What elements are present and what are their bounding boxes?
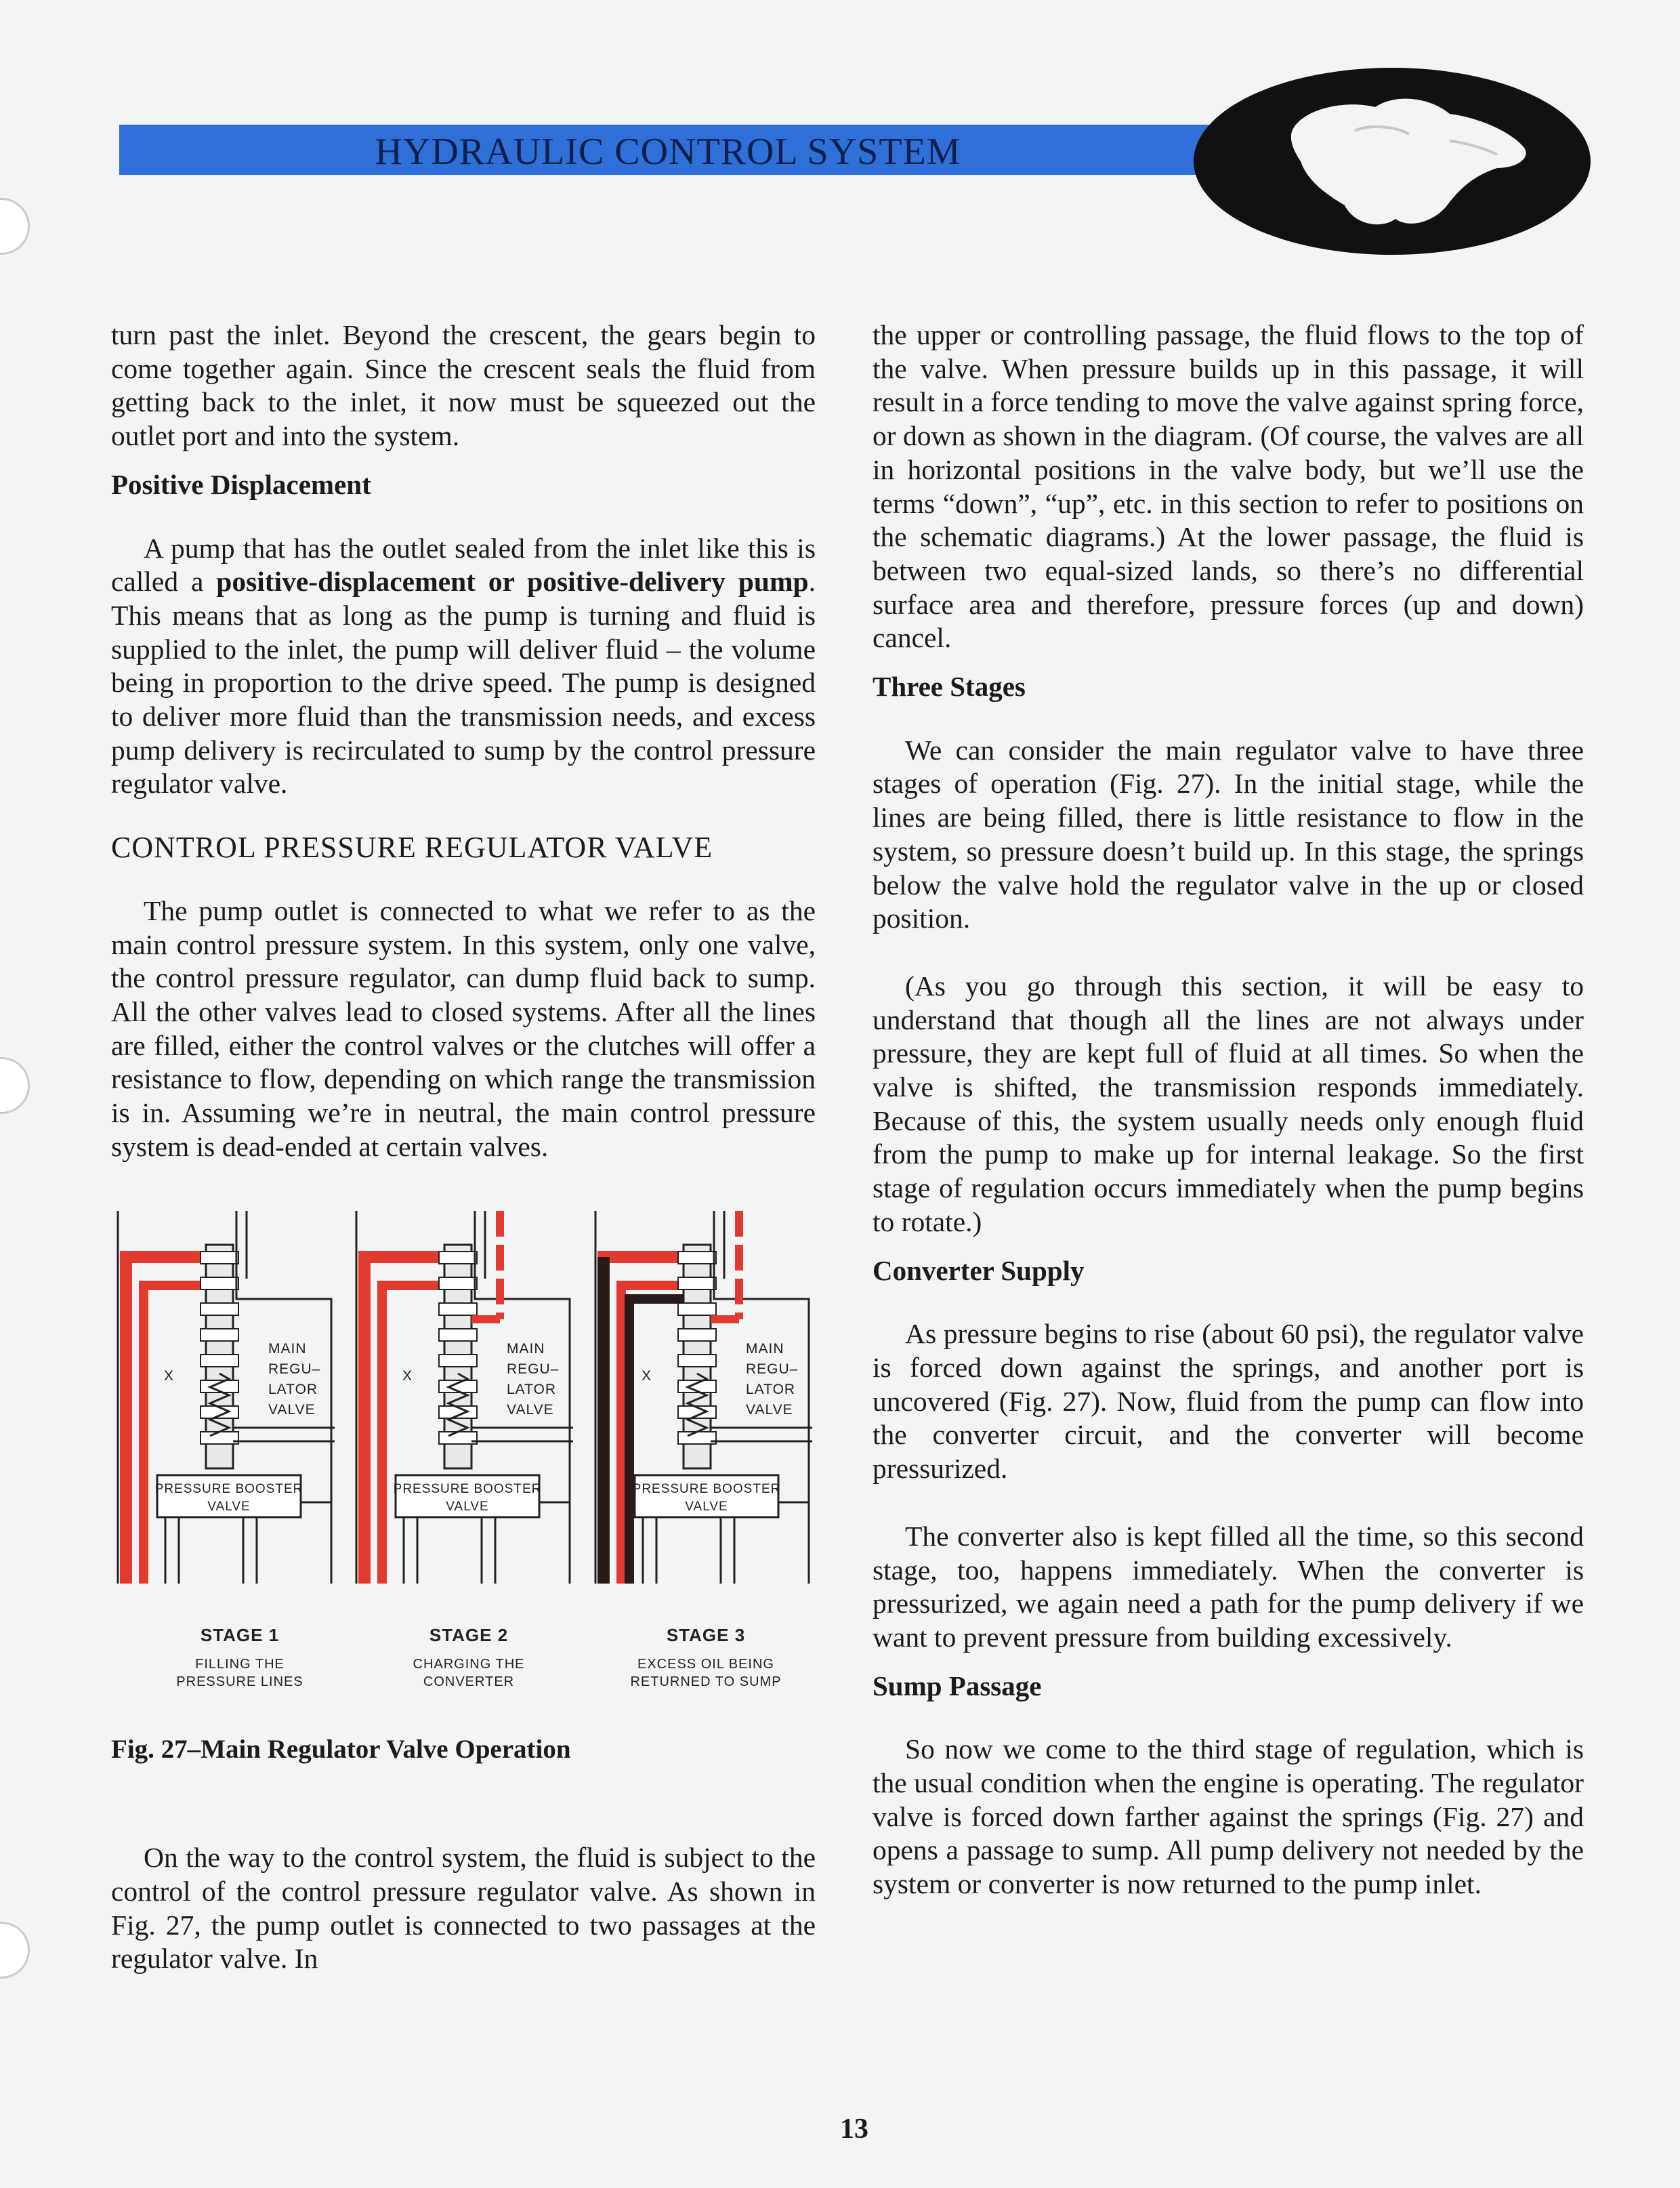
stage-1-sub-line-2: PRESSURE LINES <box>176 1674 303 1690</box>
stage-3-valve-land <box>678 1355 716 1367</box>
stage-2-valve-land <box>439 1329 477 1341</box>
header-banner <box>119 125 1217 175</box>
heading-converter-supply: Converter Supply <box>873 1254 1085 1286</box>
stage-1-valve-land <box>201 1355 238 1367</box>
binder-hole-top <box>0 198 30 255</box>
stage-2-valve-land <box>439 1277 477 1289</box>
figure-caption: Fig. 27–Main Regulator Valve Operation <box>111 1735 571 1764</box>
stage-1-valve-label-lator: LATOR <box>268 1382 318 1398</box>
left-column <box>111 318 816 1976</box>
right-paragraph-1: the upper or controlling passage, the fluid flows to the top of the valve. When pressure builds up in this passage, it will result in a force tending to move the valve against spring force, or down as shown in the diagram. (Of course, the valves are all in horizontal positions in the valve body, but we’ll use the terms “down”, “up”, etc. in this section to refer to positions on the schematic diagrams.) At the lower passage, the fluid is between two equal-sized lands, so there’s no differential surface area and therefore, pressure forces (up and down) cancel. <box>873 319 1584 654</box>
paragraph-text: . This means that as long as the pump is turning and fluid is supplied to the inlet, the pump will deliver fluid – the volume being in proportion to the drive speed. The pump is designed to deliver more fluid than the transmission needs, and excess pump delivery is recirculated to sump by the control pressure regulator valve. <box>111 566 816 800</box>
heading-positive-displacement: Positive Displacement <box>111 468 371 500</box>
stage-2-valve-label-main: MAIN <box>507 1341 545 1357</box>
stage-1-title: STAGE 1 <box>200 1625 280 1646</box>
stage-2-valve-land <box>439 1355 477 1367</box>
right-column <box>873 318 1584 1901</box>
heading-three-stages: Three Stages <box>873 671 1026 703</box>
heading-sump-passage: Sump Passage <box>873 1670 1042 1701</box>
stage-2-sub-line-1: CHARGING THE <box>413 1657 525 1672</box>
stage-1-booster-label-2: VALVE <box>207 1500 251 1514</box>
stage-2-booster-label-1: PRESSURE BOOSTER <box>393 1482 542 1497</box>
stage-1-x-mark: X <box>164 1368 175 1384</box>
regulator-valve-schematic <box>111 1204 816 1617</box>
stage-1-valve-land <box>201 1252 238 1264</box>
stage-3-title: STAGE 3 <box>666 1625 746 1646</box>
stage-3-valve-land <box>678 1303 716 1315</box>
stage-1-booster-label-1: PRESSURE BOOSTER <box>154 1482 303 1497</box>
stage-3-sub-line-1: EXCESS OIL BEING <box>637 1657 774 1672</box>
paragraph-text: A pump that has the outlet sealed from the inlet like this is called a <box>111 532 816 598</box>
stage-3-booster-label-2: VALVE <box>685 1500 728 1514</box>
stage-1-valve-label-regu: REGU– <box>268 1361 321 1378</box>
stage-3-valve-label-lator: LATOR <box>746 1382 796 1398</box>
stage-2-x-mark: X <box>402 1368 413 1384</box>
stage-3-x-mark: X <box>642 1368 652 1384</box>
page-number: 13 <box>840 2113 868 2145</box>
stage-3-booster-label-1: PRESSURE BOOSTER <box>632 1482 781 1497</box>
stage-2-upper-passage <box>475 1211 570 1319</box>
stage-1-valve-land <box>201 1303 238 1315</box>
stage-1-valve-land <box>201 1329 238 1341</box>
stage-1-sub-line-1: FILLING THE <box>195 1657 285 1672</box>
bold-term: positive-displacement or positive-delivery pump <box>216 566 809 598</box>
stage-1-valve-land <box>201 1277 238 1289</box>
stage-2-booster-label-2: VALVE <box>446 1500 489 1514</box>
stage-3-valve-land <box>678 1277 716 1289</box>
left-paragraph-3: The pump outlet is connected to what we refer to as the main control pressure system. In this system, only one valve, the control pressure regulator, can dump fluid back to sump. All the other valves lead to closed systems. After all the lines are filled, either the control valves or the clutches will offer a resistance to flow, depending on which range the transmission is in. Assuming we’re in neutral, the main control pressure system is dead-ended at certain valves. <box>111 894 816 1162</box>
stage-1-subtitle <box>138 1655 341 1691</box>
binder-hole-bottom <box>0 1922 30 1979</box>
stage-2-subtitle <box>367 1655 570 1691</box>
heading-control-pressure-regulator: CONTROL PRESSURE REGULATOR VALVE <box>111 831 713 865</box>
left-paragraph-1: turn past the inlet. Beyond the crescent, the gears begin to come together again. Since the crescent seals the fluid from getting back to the inlet, it now must be squeezed out the outlet port and into the system. <box>111 319 816 452</box>
right-paragraph-4: As pressure begins to rise (about 60 psi), the regulator valve is forced down against the springs, and another port is uncovered (Fig. 27). Now, fluid from the pump can flow into the converter circuit, and the converter will become pressurized. <box>873 1318 1584 1485</box>
stage-2-valve-land <box>439 1252 477 1264</box>
stage-3-valve-land <box>678 1432 716 1444</box>
stage-2-sub-line-2: CONVERTER <box>423 1674 515 1690</box>
transmission-silhouette-icon <box>1192 66 1592 256</box>
right-paragraph-5: The converter also is kept filled all the time, so this second stage, too, happens immediately. When the converter is pressurized, we again need a path for the pump delivery if we want to prevent pressure from building excessively. <box>873 1520 1584 1653</box>
left-paragraph-4: On the way to the control system, the fluid is subject to the control of the control pressure regulator valve. As shown in Fig. 27, the pump outlet is connected to two passages at the regulator valve. In <box>111 1842 816 1975</box>
stage-3-subtitle <box>604 1655 807 1691</box>
right-paragraph-6: So now we come to the third stage of regulation, which is the usual condition when the engine is operating. The regulator valve is forced down farther against the springs (Fig. 27) and opens a passage to sump. All pump delivery not needed by the system or converter is now returned to the pump inlet. <box>873 1733 1584 1900</box>
stage-3-valve-land <box>678 1329 716 1341</box>
stage-3-valve-land <box>678 1252 716 1264</box>
binder-hole-middle <box>0 1057 30 1114</box>
stage-2-title: STAGE 2 <box>429 1625 509 1646</box>
figure-27-diagram <box>111 1204 816 1733</box>
stage-2-valve-land <box>439 1303 477 1315</box>
page-title: HYDRAULIC CONTROL SYSTEM <box>375 131 961 173</box>
stage-2-valve-land <box>439 1432 477 1444</box>
stage-2-valve-label-lator: LATOR <box>507 1382 557 1398</box>
stage-2-valve-label-valve: VALVE <box>507 1402 554 1418</box>
stage-1-valve-label-valve: VALVE <box>268 1402 316 1418</box>
stage-3-valve-label-regu: REGU– <box>746 1361 799 1378</box>
stage-1-valve-land <box>201 1432 238 1444</box>
stage-2-valve-label-regu: REGU– <box>507 1361 560 1378</box>
stage-3-upper-passage <box>714 1211 809 1319</box>
stage-1-valve-label-main: MAIN <box>268 1341 307 1357</box>
right-paragraph-3: (As you go through this section, it will be easy to understand that though all the lines are not always under pressure, they are kept full of fluid at all times. So when the valve is shifted, the transmission responds immediately. Because of this, the system usually needs only enough fluid from the pump to make up for internal leakage. So the first stage of regulation occurs immediately when the pump begins to rotate.) <box>873 970 1584 1237</box>
right-paragraph-2: We can consider the main regulator valve to have three stages of operation (Fig. 27). In the initial stage, while the lines are being filled, there is little resistance to flow in the system, so pressure doesn’t build up. In this stage, the springs below the valve hold the regulator valve in the up or closed position. <box>873 734 1584 934</box>
stage-3-sub-line-2: RETURNED TO SUMP <box>630 1674 782 1690</box>
stage-1-upper-passage <box>236 1211 331 1319</box>
stage-3-valve-label-main: MAIN <box>746 1341 784 1357</box>
left-paragraph-2 <box>111 532 816 802</box>
stage-3-valve-label-valve: VALVE <box>746 1402 793 1418</box>
